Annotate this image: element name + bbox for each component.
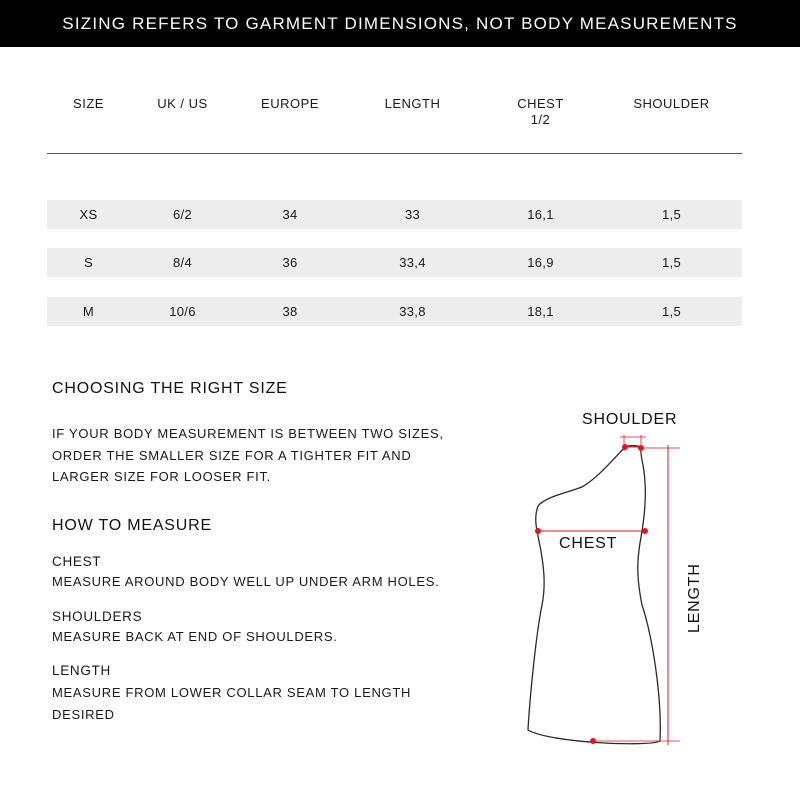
length-instructions-line-2: DESIRED [52,707,115,722]
header-shoulder: SHOULDER [633,96,710,111]
cell-length: 33,4 [399,255,426,270]
dress-illustration [500,395,800,755]
table-row [47,248,742,277]
choosing-size-title: CHOOSING THE RIGHT SIZE [52,380,288,397]
cell-shoulder: 1,5 [662,304,681,319]
cell-europe: 34 [282,207,298,222]
length-label: LENGTH [686,563,703,633]
length-heading: LENGTH [52,663,111,678]
cell-uk-us: 6/2 [173,207,192,222]
cell-size: S [84,255,93,270]
cell-chest: 16,9 [527,255,554,270]
banner-text: SIZING REFERS TO GARMENT DIMENSIONS, NOT BODY MEASUREMENTS [62,13,738,33]
shoulder-point-left [622,444,628,450]
cell-size: M [82,304,95,319]
cell-uk-us: 8/4 [173,255,192,270]
table-row [47,297,742,326]
cell-uk-us: 10/6 [169,304,196,319]
how-to-measure-title: HOW TO MEASURE [52,517,212,534]
cell-shoulder: 1,5 [662,207,681,222]
header-size: SIZE [73,96,104,111]
shoulder-label: SHOULDER [582,411,678,428]
chest-instructions: MEASURE AROUND BODY WELL UP UNDER ARM HOLES. [52,574,440,589]
length-instructions-line-1: MEASURE FROM LOWER COLLAR SEAM TO LENGTH [52,685,412,700]
table-row [47,200,742,229]
cell-length: 33,8 [399,304,426,319]
header-length: LENGTH [384,96,441,111]
header-uk-us: UK / US [157,96,208,111]
cell-length: 33 [404,207,421,222]
size-chart-table [47,96,742,319]
dress-outline [528,446,660,744]
cell-europe: 36 [282,255,298,270]
chest-label: CHEST [559,535,618,552]
cell-europe: 38 [282,304,298,319]
sizing-banner [0,0,800,47]
choosing-size-text: IF YOUR BODY MEASUREMENT IS BETWEEN TWO SIZES, ORDER THE SMALLER SIZE FOR A TIGHTER FIT AND LARGER SIZE FOR LOOSER FIT. [52,426,444,484]
cell-chest: 18,1 [527,304,554,319]
chest-point-left [535,528,541,534]
hem-point [590,738,596,744]
table-header-row [47,96,742,154]
measurement-diagram [500,395,800,755]
cell-shoulder: 1,5 [662,255,681,270]
cell-chest: 16,1 [527,207,554,222]
header-chest: CHEST 1/2 [517,96,564,127]
cell-size: XS [79,207,98,222]
chest-heading: CHEST [52,554,102,569]
shoulders-heading: SHOULDERS [52,609,143,624]
chest-point-right [642,528,648,534]
shoulders-instructions: MEASURE BACK AT END OF SHOULDERS. [52,629,338,644]
header-europe: EUROPE [261,96,319,111]
